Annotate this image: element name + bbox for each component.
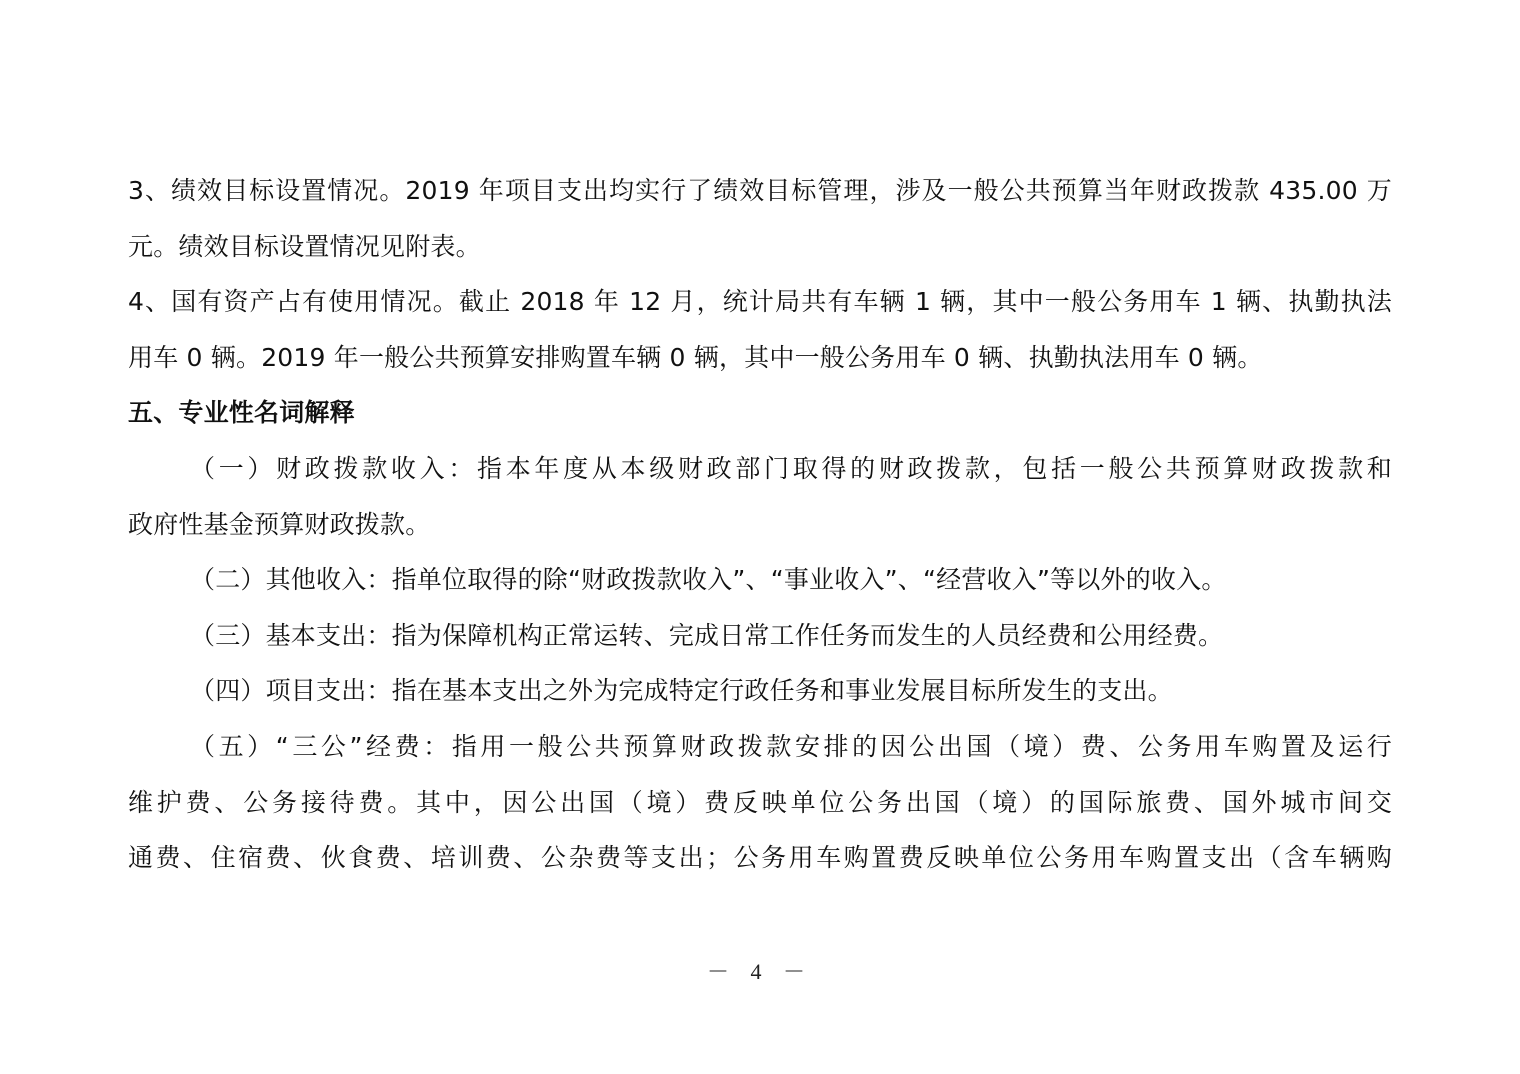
paragraph-line-three-public-expenses-cont: 维护费、公务接待费。其中，因公出国（境）费反映单位公务出国（境）的国际旅费、国外城市间交: [128, 788, 1392, 817]
paragraph-line-other-income: （二）其他收入：指单位取得的除“财政拨款收入”、“事业收入”、“经营收入”等以外的收入。: [190, 565, 1227, 594]
paragraph-line-three-public-expenses-cont2: 通费、住宿费、伙食费、培训费、公杂费等支出；公务用车购置费反映单位公务用车购置支出（含车辆购: [128, 843, 1392, 872]
paragraph-line-fiscal-allocation-income-cont: 政府性基金预算财政拨款。: [128, 510, 431, 539]
paragraph-line-performance-goals-cont: 元。绩效目标设置情况见附表。: [128, 232, 481, 261]
paragraph-line-state-assets: 4、国有资产占有使用情况。截止 2018 年 12 月，统计局共有车辆 1 辆，其中一般公务用车 1 辆、执勤执法: [128, 287, 1392, 316]
paragraph-line-fiscal-allocation-income: （一）财政拨款收入：指本年度从本级财政部门取得的财政拨款，包括一般公共预算财政拨款和: [190, 454, 1392, 483]
paragraph-line-state-assets-cont: 用车 0 辆。2019 年一般公共预算安排购置车辆 0 辆，其中一般公务用车 0 辆、执勤执法用车 0 辆。: [128, 343, 1263, 372]
paragraph-line-performance-goals: 3、绩效目标设置情况。2019 年项目支出均实行了绩效目标管理，涉及一般公共预算当年财政拨款 435.00 万: [128, 176, 1392, 205]
page-number: － 4 －: [706, 959, 813, 984]
paragraph-line-three-public-expenses: （五）“三公”经费：指用一般公共预算财政拨款安排的因公出国（境）费、公务用车购置及运行: [190, 732, 1392, 761]
paragraph-line-basic-expenditure: （三）基本支出：指为保障机构正常运转、完成日常工作任务而发生的人员经费和公用经费。: [190, 621, 1224, 650]
paragraph-line-project-expenditure: （四）项目支出：指在基本支出之外为完成特定行政任务和事业发展目标所发生的支出。: [190, 676, 1173, 705]
section-heading-glossary: 五、专业性名词解释: [128, 398, 355, 427]
